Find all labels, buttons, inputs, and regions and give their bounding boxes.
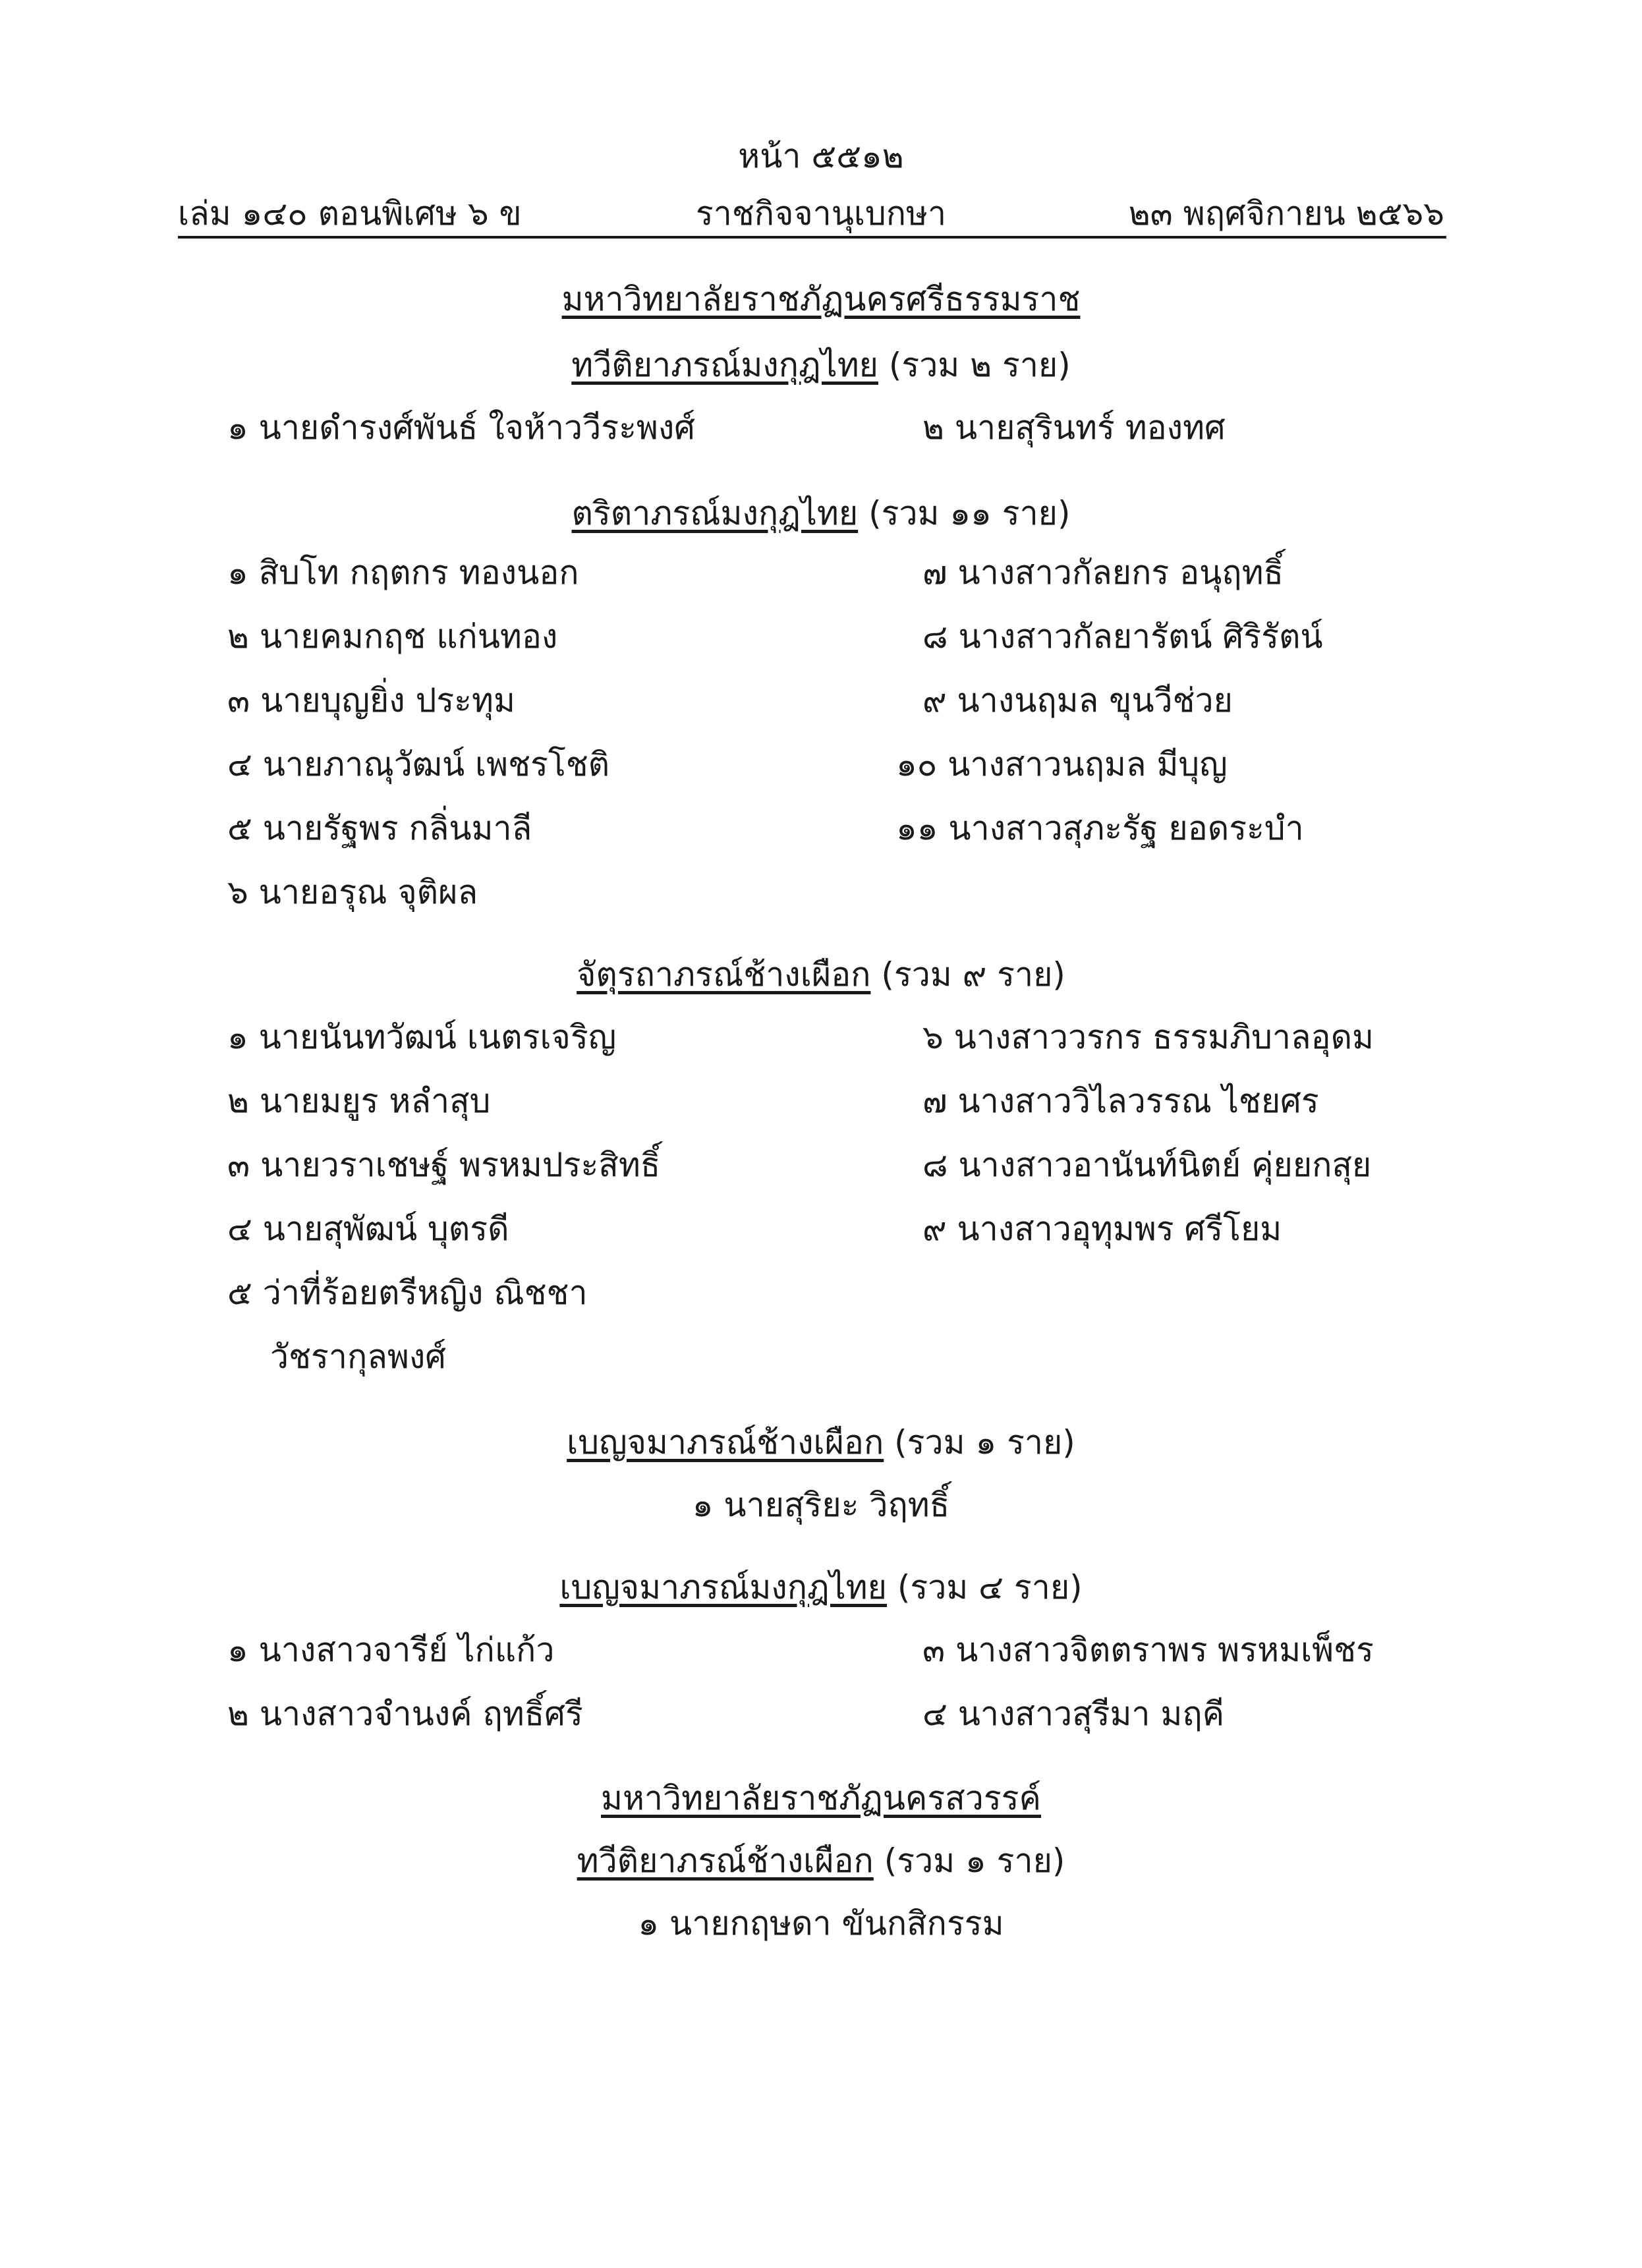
recipient-entry: ๗ นางสาววิไลวรรณ ไชยศร (922, 1082, 1319, 1120)
recipient-entry: ๗ นางสาวกัลยกร อนุฤทธิ์ (922, 553, 1284, 592)
recipient-entry: ๑ นายกฤษดา ขันกสิกรรม (638, 1904, 1004, 1942)
recipient-entry: ๖ นางสาววรกร ธรรมภิบาลอุดม (922, 1018, 1374, 1056)
section-heading: เบญจมาภรณ์มงกุฎไทย (รวม ๔ ราย) (559, 1568, 1083, 1606)
recipient-entry: ๒ นางสาวจำนงค์ ฤทธิ์ศรี (227, 1695, 583, 1733)
recipient-entry: ๙ นางนฤมล ขุนวีช่วย (922, 681, 1233, 720)
recipient-entry: ๔ นายภาณุวัฒน์ เพชรโชติ (227, 745, 610, 783)
recipient-entry: ๓ นายบุญยิ่ง ประทุม (227, 681, 515, 720)
recipient-entry: ๑๐ นางสาวนฤมล มีบุญ (896, 745, 1228, 783)
recipient-entry: ๓ นางสาวจิตตราพร พรหมเพ็ชร (922, 1631, 1374, 1669)
section-heading: เบญจมาภรณ์ช้างเผือก (รวม ๑ ราย) (567, 1423, 1075, 1461)
recipient-entry: ๑ นายสุริยะ วิฤทธิ์ (692, 1486, 950, 1524)
recipient-entry: ๑ นางสาวจารีย์ ไก่แก้ว (227, 1631, 555, 1669)
volume-issue: เล่ม ๑๔๐ ตอนพิเศษ ๖ ข (178, 194, 522, 233)
recipient-entry: ๕ ว่าที่ร้อยตรีหญิง ณิชชา (227, 1274, 588, 1312)
section-heading: ทวีติยาภรณ์มงกุฎไทย (รวม ๒ ราย) (571, 346, 1071, 384)
header-rule (178, 236, 1446, 239)
recipient-entry: ๖ นายอรุณ จุติผล (227, 873, 478, 911)
recipient-entry: ๓ นายวราเชษฐ์ พรหมประสิทธิ์ (227, 1146, 661, 1184)
university-heading: มหาวิทยาลัยราชภัฏนครศรีธรรมราช (561, 280, 1081, 318)
recipient-entry: ๘ นางสาวอานันท์นิตย์ คุ่ยยกสุย (922, 1146, 1372, 1184)
recipient-entry-continuation: วัชรากุลพงศ์ (270, 1338, 446, 1376)
recipient-entry: ๒ นายคมกฤช แก่นทอง (227, 617, 558, 656)
recipient-entry: ๑ สิบโท กฤตกร ทองนอก (227, 553, 579, 592)
recipient-entry: ๑ นายดำรงศ์พันธ์ ใจห้าววีระพงศ์ (227, 409, 696, 447)
section-heading: จัตุรถาภรณ์ช้างเผือก (รวม ๙ ราย) (577, 955, 1065, 994)
page-number: หน้า ๕๕๑๒ (738, 137, 904, 175)
recipient-entry: ๒ นายสุรินทร์ ทองทศ (922, 409, 1226, 447)
section-heading: ทวีติยาภรณ์ช้างเผือก (รวม ๑ ราย) (577, 1842, 1065, 1880)
publication-date: ๒๓ พฤศจิกายน ๒๕๖๖ (1128, 194, 1444, 233)
recipient-entry: ๔ นางสาวสุรีมา มฤคี (922, 1695, 1225, 1733)
recipient-entry: ๙ นางสาวอุทุมพร ศรีโยม (922, 1210, 1282, 1248)
recipient-entry: ๑ นายนันทวัฒน์ เนตรเจริญ (227, 1018, 617, 1056)
university-heading: มหาวิทยาลัยราชภัฏนครสวรรค์ (601, 1779, 1041, 1817)
recipient-entry: ๑๑ นางสาวสุภะรัฐ ยอดระบำ (896, 809, 1304, 847)
recipient-entry: ๕ นายรัฐพร กลิ่นมาลี (227, 809, 532, 847)
recipient-entry: ๔ นายสุพัฒน์ บุตรดี (227, 1210, 509, 1248)
recipient-entry: ๒ นายมยูร หลำสุบ (227, 1082, 491, 1120)
section-heading: ตริตาภรณ์มงกุฎไทย (รวม ๑๑ ราย) (571, 494, 1071, 532)
gazette-title: ราชกิจจานุเบกษา (695, 194, 947, 233)
recipient-entry: ๘ นางสาวกัลยารัตน์ ศิริรัตน์ (922, 617, 1323, 656)
